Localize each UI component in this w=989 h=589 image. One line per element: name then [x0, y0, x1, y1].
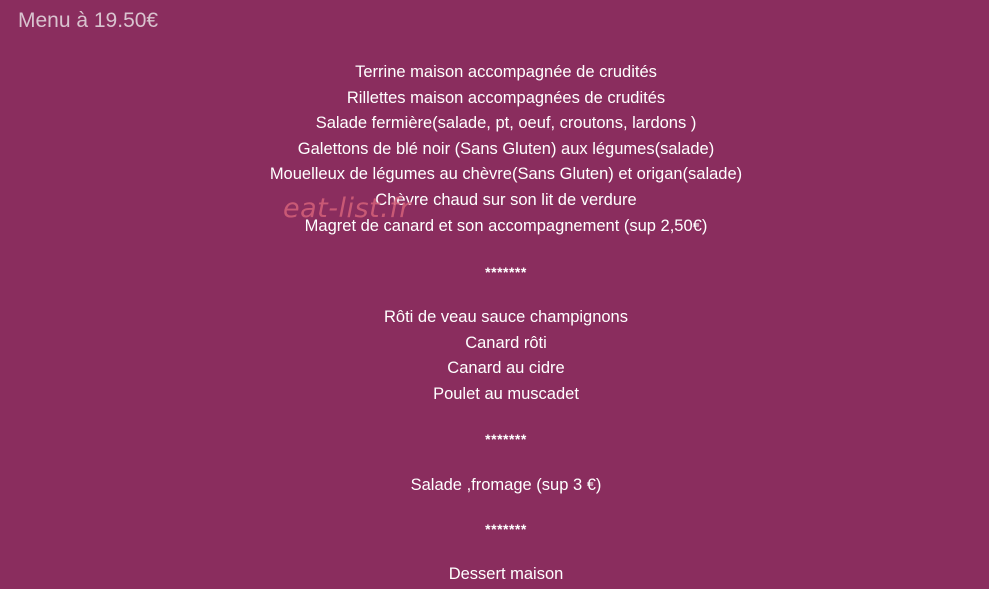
section-separator: *******: [485, 521, 527, 537]
menu-title: Menu à 19.50€: [18, 9, 159, 32]
list-item: Rôti de veau sauce champignons: [384, 308, 628, 326]
list-item: Galettons de blé noir (Sans Gluten) aux légumes(salade): [297, 139, 715, 158]
cheese-list: [0, 473, 989, 499]
list-item: Rillettes maison accompagnées de crudités: [346, 88, 666, 107]
list-item: Poulet au muscadet: [433, 384, 579, 403]
section-separator: *******: [485, 431, 527, 447]
list-item: Chèvre chaud sur son lit de verdure: [375, 190, 637, 209]
mains-list: [0, 305, 989, 407]
list-item: Dessert maison: [448, 565, 564, 583]
list-item: Salade fermière(salade, pt, oeuf, croutons, lardons ): [315, 114, 697, 133]
list-item: Salade ,fromage (sup 3 €): [410, 476, 602, 494]
dessert-list: [0, 562, 989, 588]
watermark: eat-list.fr: [283, 193, 411, 224]
list-item: Canard au cidre: [447, 359, 565, 378]
section-separator: *******: [485, 264, 527, 280]
list-item: Terrine maison accompagnée de crudités: [355, 63, 657, 81]
list-item: Canard rôti: [465, 333, 547, 352]
list-item: Magret de canard et son accompagnement (sup 2,50€): [304, 216, 708, 235]
starters-list: [0, 60, 989, 239]
list-item: Mouelleux de légumes au chèvre(Sans Gluten) et origan(salade): [269, 165, 743, 184]
